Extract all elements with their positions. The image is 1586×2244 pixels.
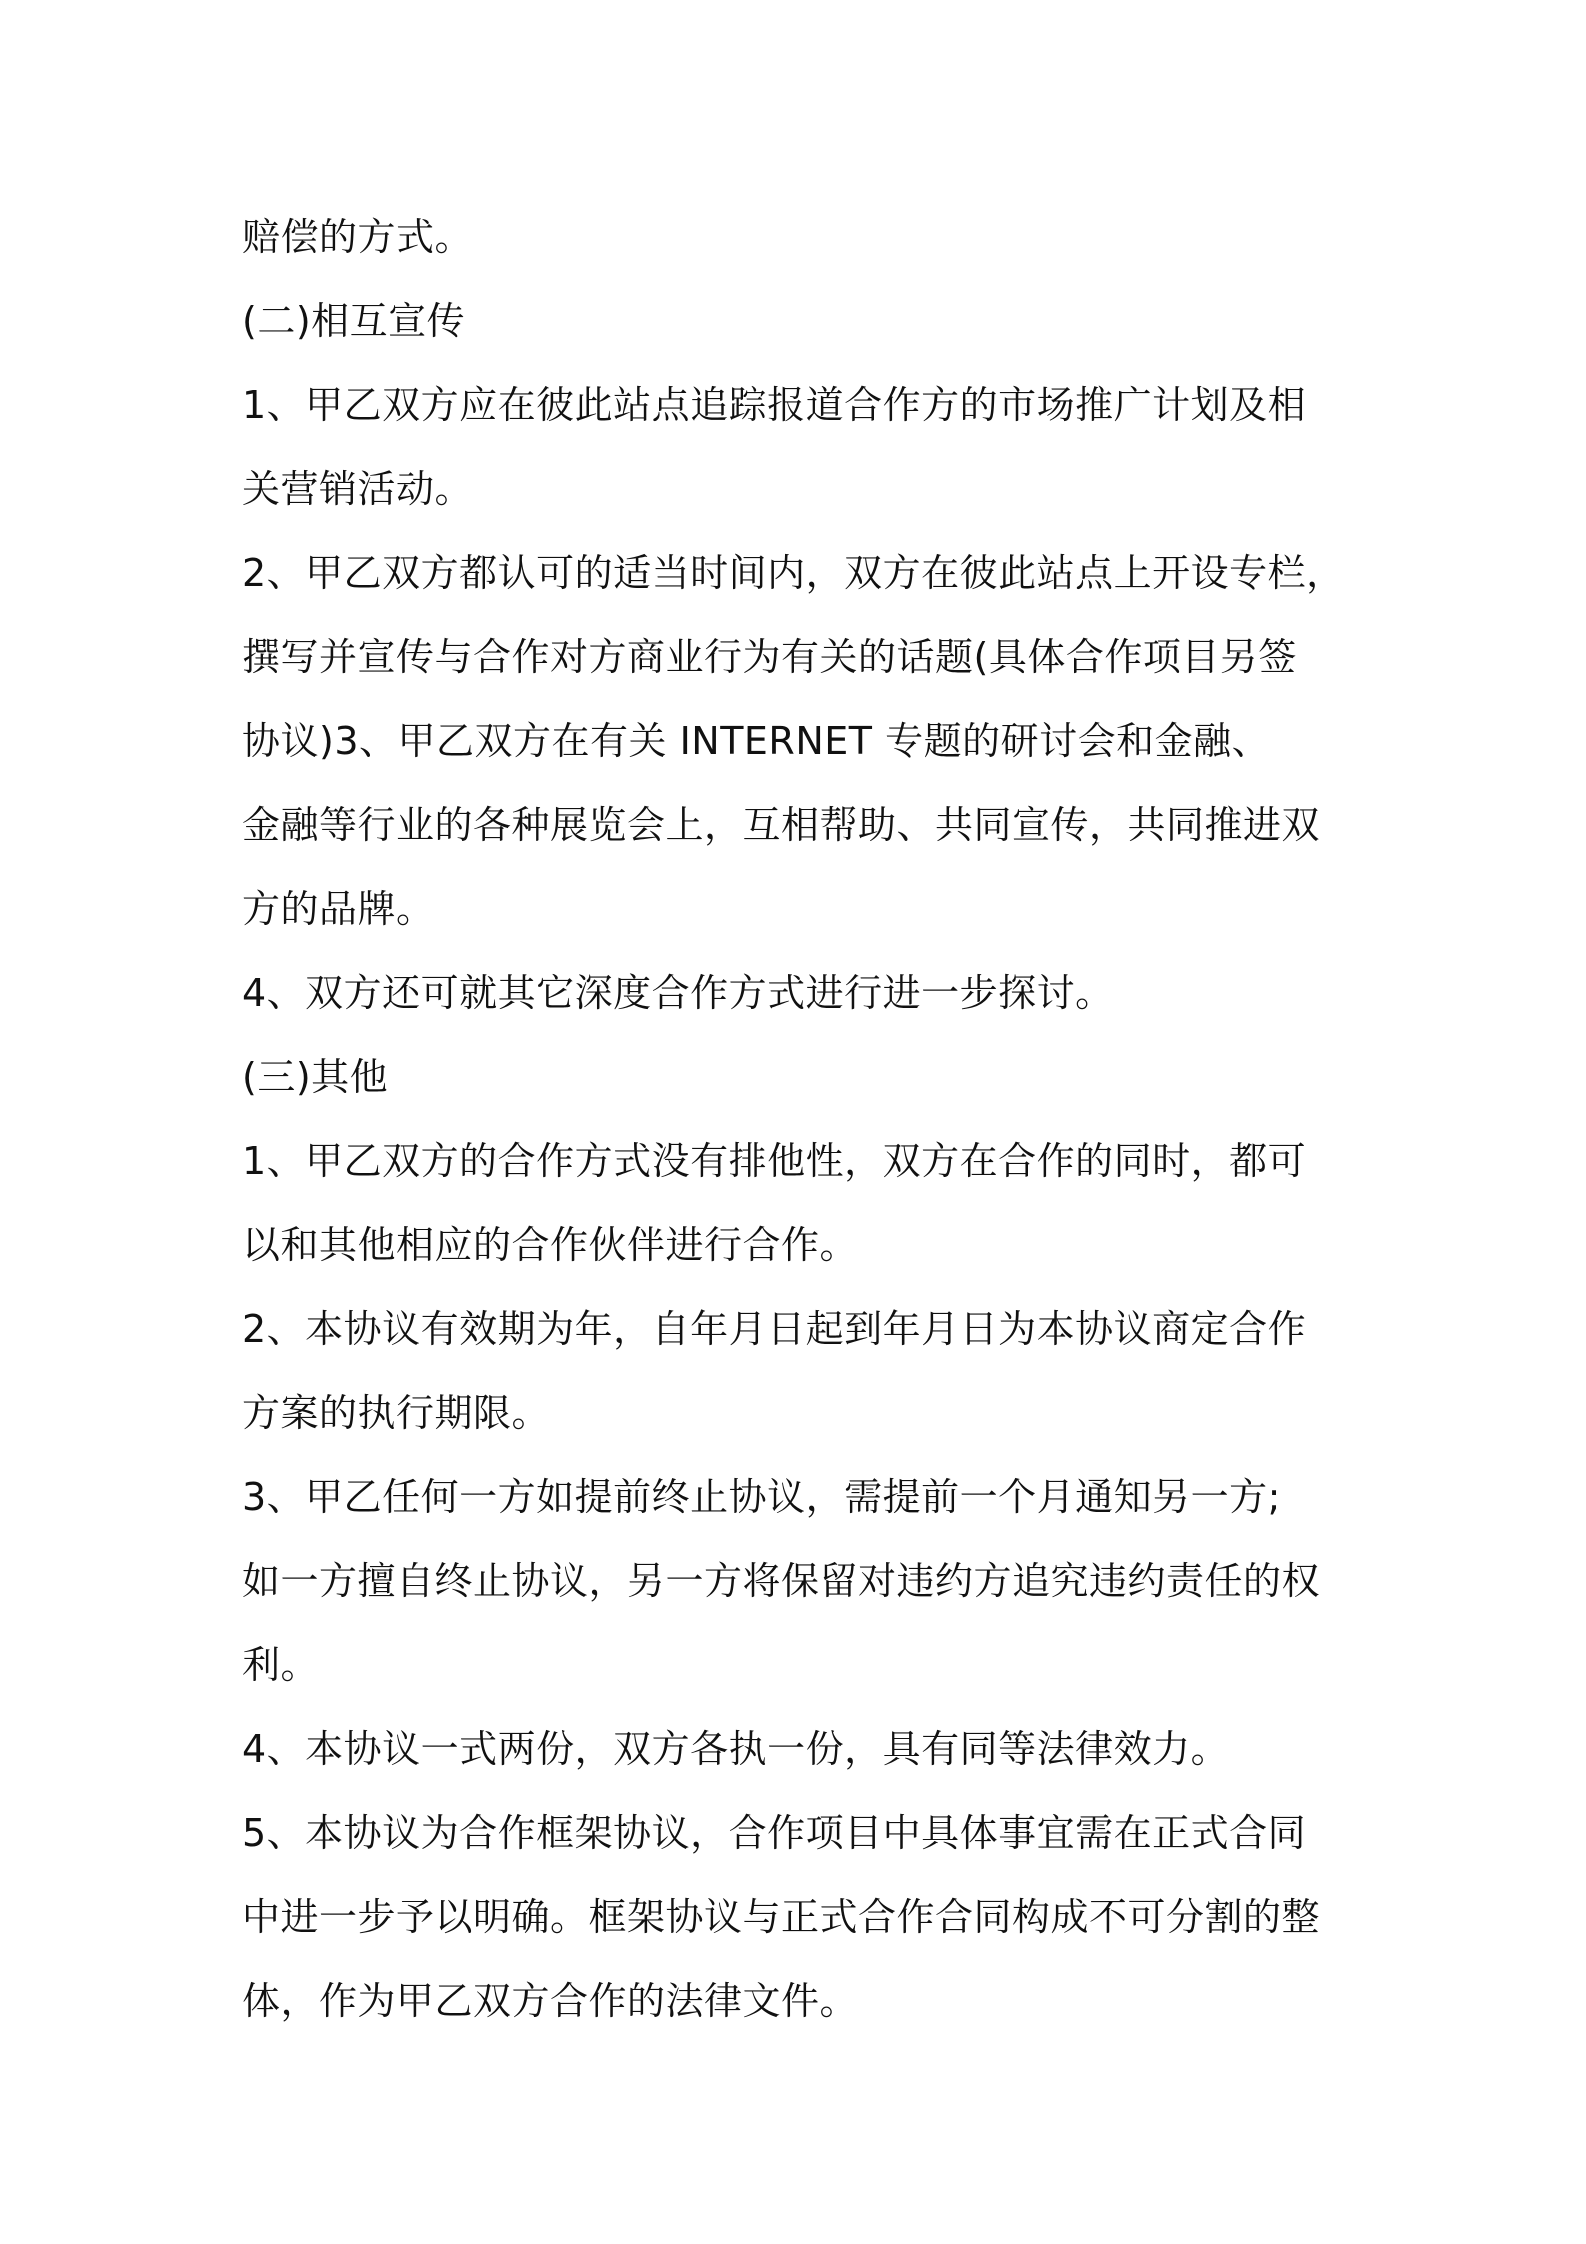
- text-line: 利。: [242, 1643, 320, 1687]
- document-body: [242, 195, 1362, 2043]
- text-line: 2、本协议有效期为年，自年月日起到年月日为本协议商定合作: [242, 1307, 1307, 1351]
- section-heading: (二)相互宣传: [242, 299, 466, 343]
- text-line: 2、甲乙双方都认可的适当时间内，双方在彼此站点上开设专栏，: [242, 551, 1345, 595]
- text-line: 3、甲乙任何一方如提前终止协议，需提前一个月通知另一方;: [242, 1475, 1281, 1519]
- text-line: 撰写并宣传与合作对方商业行为有关的话题(具体合作项目另签: [242, 635, 1297, 679]
- text-line: 1、甲乙双方应在彼此站点追踪报道合作方的市场推广计划及相: [242, 383, 1307, 427]
- section-heading: (三)其他: [242, 1055, 389, 1099]
- text-line: 关营销活动。: [242, 467, 474, 511]
- text-line: 以和其他相应的合作伙伴进行合作。: [242, 1223, 859, 1267]
- text-line: 赔偿的方式。: [242, 215, 474, 259]
- text-line: 1、甲乙双方的合作方式没有排他性，双方在合作的同时，都可: [242, 1139, 1307, 1183]
- text-line: 如一方擅自终止协议，另一方将保留对违约方追究违约责任的权: [242, 1559, 1321, 1603]
- text-line: 4、双方还可就其它深度合作方式进行进一步探讨。: [242, 971, 1114, 1015]
- text-line: 协议)3、甲乙双方在有关 INTERNET 专题的研讨会和金融、: [242, 719, 1271, 763]
- text-line: 5、本协议为合作框架协议，合作项目中具体事宜需在正式合同: [242, 1811, 1307, 1855]
- text-line: 方案的执行期限。: [242, 1391, 551, 1435]
- text-line: 体，作为甲乙双方合作的法律文件。: [242, 1979, 859, 2023]
- text-line: 中进一步予以明确。框架协议与正式合作合同构成不可分割的整: [242, 1895, 1321, 1939]
- text-line: 4、本协议一式两份，双方各执一份，具有同等法律效力。: [242, 1727, 1230, 1771]
- text-line: 方的品牌。: [242, 887, 435, 931]
- text-line: 金融等行业的各种展览会上，互相帮助、共同宣传，共同推进双: [242, 803, 1321, 847]
